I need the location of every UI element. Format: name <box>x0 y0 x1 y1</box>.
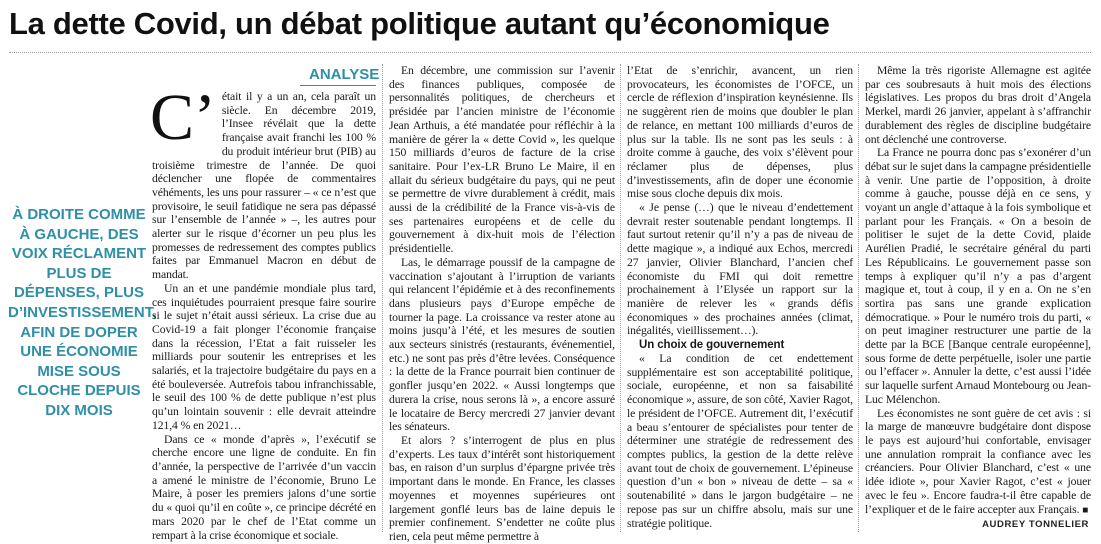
article-column-4 <box>865 64 1091 516</box>
section-subhead: Un choix de gouvernement <box>639 339 785 352</box>
end-mark: ■ <box>1082 504 1089 516</box>
column-divider <box>382 64 383 532</box>
paragraph: En décembre, une commission sur l’avenir des finances publiques, composée de personnalités politiques, de chercheurs et présidée par l’ancien ministre de l’économie Jean Arthuis, a été mandatée pour réfléchir à la manière de gérer la « dette Covid », les quelque 150 milliards d’euros de facture de la crise sanitaire. Pour l’ex-LR Bruno Le Maire, il en allait du sérieux budgétaire du pays, qui ne peut se permettre de vivre durablement à crédit, mais aussi de la crédibilité de la France vis-à-vis de ses partenaires européens et de celle du gouvernement à dix-huit mois de l’élection présidentielle. <box>389 64 615 256</box>
headline-rule <box>9 52 1091 53</box>
column-divider <box>620 64 621 532</box>
paragraph: Un an et une pandémie mondiale plus tard, ces inquiétudes pourraient presque faire sourire si le sujet n’était aussi sérieux. La crise due au Covid-19 a fait plonger l’économie française dans la récession, l’Etat a fait ruisseler les milliards pour soutenir les entreprises et les salariés, et la trajectoire budgétaire du pays en a été bouleversée. Autrefois tabou infranchissable, le seuil des 100 % de dette publique n’est plus qu’un lointain souvenir : elle devrait atteindre 121,4 % en 2021… <box>152 281 376 432</box>
paragraph-text: Les économistes ne sont guère de cet avis : si la marge de manœuvre budgétaire dont dispose le pays est aujourd’hui confortable, envisager une annulation romprait la confiance avec les créanciers. Pour Olivier Blanchard, c’est « une idée idiote », pour Xavier Ragot, c’est « jouer avec le feu ». Encore faudra-t-il être capable de l’expliquer et de le faire accepter aux Français. <box>865 406 1091 516</box>
kicker-rule <box>300 85 376 86</box>
paragraph <box>865 407 1091 518</box>
paragraph: La France ne pourra donc pas s’exonérer d’un débat sur le sujet dans la campagne présidentielle à venir. Une partie de l’opposition, à droite comme à gauche, pousse déjà en ce sens, y voyant un angle d’attaque à la fois symbolique et parlant pour les Français. « On a besoin de politiser le sujet de la dette Covid, plaide Aurélien Pradié, le secrétaire général du parti Les Républicains. Le gouvernement passe son temps à expliquer qu’il n’y a pas d’argent magique et, tout à coup, il y en a. On ne s’en sortira pas sans une grande explication démocratique. » Pour le numéro trois du parti, « on peut imaginer restructurer une partie de la dette par la BCE [Banque centrale européenne], sous forme de dette perpétuelle, isoler une partie ou l’effacer ». Annuler la dette, c’est aussi l’idée sur laquelle surfent Arnaud Montebourg ou Jean-Luc Mélenchon. <box>865 146 1091 406</box>
paragraph: Même la très rigoriste Allemagne est agitée par ces soubresauts à huit mois des élections législatives. Les propos du bras droit d’Angela Merkel, mardi 26 janvier, appelant à s’affranchir durablement des règles de discipline budgétaire ont déclenché une controverse. <box>865 64 1091 146</box>
pull-quote: À DROITE COMME À GAUCHE, DES VOIX RÉCLAMENT PLUS DE DÉPENSES, PLUS D’INVESTISSEMENT, AFIN DE DOPER UNE ÉCONOMIE MISE SOUS CLOCHE DEPUIS DIX MOIS <box>8 206 157 419</box>
column-divider <box>858 64 859 532</box>
paragraph: Dans ce « monde d’après », l’exécutif se cherche encore une ligne de conduite. En fin d’année, la perspective de l’arrivée d’un vaccin a amené le ministre de l’économie, Bruno Le Maire, à poser les premiers jalons d’une sortie du « quoi qu’il en coûte », ce principe décrété en mars 2020 par le chef de l’Etat comme un rempart à la crise économique et sociale. <box>152 432 376 542</box>
drop-cap: C’ <box>150 81 216 154</box>
paragraph: Las, le démarrage poussif de la campagne de vaccination s’ajoutant à l’irruption de variants qui relancent l’épidémie et à des reconfinements dans plusieurs pays d’Europe empêche de tourner la page. La croissance va rester atone au moins jusqu’à l’été, et les mesures de soutien aux secteurs sinistrés (restaurants, événementiel, etc.) ne sont pas près d’être levées. Conséquence : la dette de la France pourrait bien continuer de gonfler jusqu’en 2022. « Aussi longtemps que durera la crise, nous serons là », a encore assuré le locataire de Bercy mercredi 27 janvier devant les sénateurs. <box>389 255 615 434</box>
article-column-2 <box>389 64 615 543</box>
article-column-1 <box>150 81 376 542</box>
paragraph: l’Etat de s’enrichir, avancent, un rien provocateurs, les économistes de l’OFCE, un cercle de réflexion d’inspiration keynésienne. Ils ne suggèrent rien de moins que doubler le plan de relance, en mettant 100 milliards d’euros de plus sur la table. Ils ne sont pas les seuls : à droite comme à gauche, des voix s’élèvent pour réclamer plus de dépenses, plus d’investissements, afin de doper une économie mise sous cloche depuis dix mois. <box>627 64 853 201</box>
kicker-label: ANALYSE <box>309 66 380 83</box>
paragraph: « Je pense (…) que le niveau d’endettement devrait rester soutenable pendant longtemps. Il faut surtout retenir qu’il n’y a pas de niveau de dette magique », a indiqué aux Echos, mercredi 27 janvier, Olivier Blanchard, l’ancien chef économiste du FMI qui doit remettre prochainement à l’Elysée un rapport sur la manière de relever les « grands défis économiques » des prochaines années (climat, inégalités, vieillissement…). <box>627 201 853 338</box>
paragraph: était il y a un an, cela paraît un siècle. En décembre 2019, l’Insee révélait que la dette française avait franchi les 100 % du produit intérieur brut (PIB) au troisième trimestre de l’année. De quoi déclencher une flopée de commentaires véhéments, les uns pour rassurer – « ce n’est que provisoire, le seuil fatidique ne sera pas dépassé sur l’ensemble de l’année » –, les autres pour alerter sur le risque d’écorner un peu plus les promesses de redressement des comptes publics faites par Emmanuel Macron en début de mandat. <box>152 90 376 282</box>
paragraph: Et alors ? s’interrogent de plus en plus d’experts. Les taux d’intérêt sont historiquement bas, en raison d’un surplus d’épargne privée très important dans le monde. En France, les classes moyennes et moyennes supérieures ont largement gonflé leurs bas de laine depuis le premier confinement. S’endetter ne coûte plus rien, cela peut même permettre à <box>389 433 615 543</box>
article-column-3 <box>627 64 853 530</box>
paragraph: « La condition de cet endettement supplémentaire est son acceptabilité politique, sociale, européenne, et non sa faisabilité économique », assure, de son côté, Xavier Ragot, le président de l’OFCE. Autrement dit, l’exécutif a beau s’entourer de spécialistes pour tenter de déterminer une stratégie de redressement des comptes publics, la gestion de la dette relève avant tout de choix de gouvernement. L’épineuse question d’un « bon » niveau de dette – sa « soutenabilité » dans le jargon budgétaire – ne repose pas sur un chiffre absolu, mais sur une stratégie politique. <box>627 352 853 530</box>
headline: La dette Covid, un débat politique autant qu’économique <box>9 6 830 41</box>
byline: AUDREY TONNELIER <box>982 519 1089 530</box>
